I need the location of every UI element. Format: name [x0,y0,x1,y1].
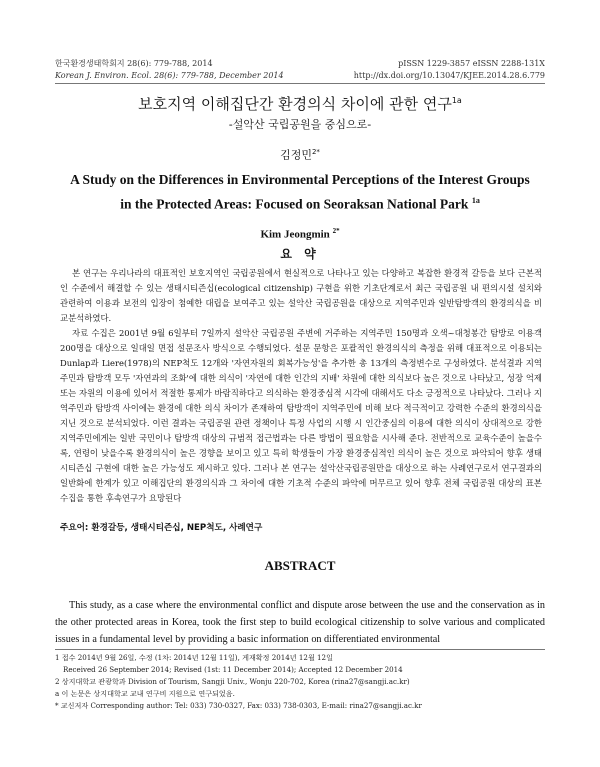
abstract-korean-heading: 요 약 [280,247,320,261]
author-korean-name: 김정민 [280,148,312,162]
title-english-line2-text: in the Protected Areas: Focused on Seoraksan National Park [120,196,469,212]
issn-line: pISSN 1229-3857 eISSN 2288-131X [398,59,545,68]
title-english-line1: A Study on the Differences in Environmental Perceptions of the Interest Groups [70,172,530,187]
footnote-received-en: Received 26 September 2014; Revised (1st: 11 December 2014); Accepted 12 December 2014 [63,665,403,674]
abstract-korean-paragraph-2: 자료 수집은 2001년 9월 6일부터 7일까지 설악산 국립공원 주변에 거주하는 지역주민 150명과 오색~대청봉간 탐방로 이용객 200명을 대상으로 일대일 면접 설문조사 방식으로 수행되었다. 설문 문항은 포괄적인 환경의식의 측정을 위해 대표적으로 이용되는 Dunlap과 Liere(1978)의 NEP척도 12개와 '자연자원의 회복가능성'을 추가한 총 13개의 측정변수로 구성하였다. 분석결과 지역주민과 탐방객 모두 '자연과의 조화'에 대한 의식이 '자연에 대한 인간의 지배' 차원에 대한 의식보다 높은 것으로 나타났고, 성장 억제 또는 자원의 이용에 있어서 적절한 통제가 바람직하다고 의식하는 환경중심적 시각에 대해서도 다소 긍정적으로 나타났다. 그러나 지역주민과 탐방객 사이에는 환경에 대한 의식 차이가 존재하여 탐방객이 지역주민에 비해 보다 적극적이고 강력한 수준의 환경의식을 지닌 것으로 분석되었다. 이런 결과는 국립공원 관련 정책이나 특정 사업의 시행 시 인간중심의 이용에 대한 의식이 상대적으로 강한 지역주민에게는 일반 국민이나 탐방객 대상의 규범적 접근법과는 다른 방법이 필요함을 시사해 준다. 전반적으로 교육수준이 높을수록, 연령이 낮을수록 환경의식이 높은 경향을 보이고 있고 특히 학생들이 가장 환경중심적인 의식이 높은 것으로 파악되어 향후 생태시티즌십 구현에 대한 높은 가능성도 제시하고 있다. 그러나 본 연구는 설악산국립공원만을 대상으로 하는 사례연구로서 연구결과의 일반화에 한계가 있고 이해집단의 환경의식과 그 차이에 대한 기초적 수준의 파악에 머무르고 있어 향후 전체 국립공원 대상의 표본 수집을 통한 후속연구가 요망된다 [60,328,542,503]
footnotes [55,652,550,712]
footnote-received-ko: 1 접수 2014년 9월 26일, 수정 (1차: 2014년 12월 11일), 게재확정 2014년 12월 12일 [55,653,333,662]
author-english [0,224,600,242]
abstract-english-paragraph: This study, as a case where the environmental conflict and dispute arose between the use and the conservation as in the other protected areas in Korea, took the first step to build ecological citizenship to solve various and complicated issues in a fundamental level by providing a basic information on differentiated environmental [55,600,545,645]
footnote-corresponding-author: * 교신저자 Corresponding author: Tel: 033) 730-0327, Fax: 033) 738-0303, E-mail: rina27@sangji.ac.kr [55,701,422,710]
abstract-korean-body [60,266,542,506]
keywords-korean: 주요어: 환경갈등, 생태시티즌십, NEP척도, 사례연구 [60,523,263,533]
header-divider [55,83,545,84]
abstract-english-body [55,597,545,648]
title-korean [0,91,600,114]
footnote-divider [55,649,545,650]
journal-citation-ko [55,58,284,82]
title-english-line2 [40,192,560,214]
title-english-footnote-mark: 1a [471,196,480,205]
title-korean-footnote-mark: 1a [451,96,462,105]
doi-link[interactable]: http://dx.doi.org/10.13047/KJEE.2014.28.6.779 [353,71,545,80]
title-korean-text: 보호지역 이해집단간 환경의식 차이에 관한 연구 [138,95,452,113]
footnote-affiliation: 2 상지대학교 관광학과 Division of Tourism, Sangji Univ., Wonju 220-702, Korea (rina27@sangji.ac.kr) [55,677,410,686]
journal-identifiers [354,58,545,82]
abstract-korean-paragraph-1: 본 연구는 우리나라의 대표적인 보호지역인 국립공원에서 현실적으로 나타나고 있는 다양하고 복잡한 환경적 갈등을 보다 근본적인 수준에서 해결할 수 있는 생태시티즌십(ecological citizenship) 구현을 위한 기초단계로서 최근 국립공원 내 편의시설 설치와 관련하여 이용과 보전의 입장이 첨예한 대립을 보여주고 있는 설악산 국립공원을 대상으로 지역주민과 일반탐방객의 환경의식을 비교분석하였다. [60,268,542,323]
author-korean-footnote-mark: 2* [311,148,320,156]
abstract-english-heading: ABSTRACT [264,558,336,573]
author-english-name: Kim Jeongmin [260,228,330,241]
journal-name-ko: 한국환경생태학회지 28(6): 779-788, 2014 [55,59,213,68]
author-english-footnote-mark: 2* [332,227,340,235]
footnote-funding: a 이 논문은 상지대학교 교내 연구비 지원으로 연구되었음. [55,689,235,698]
journal-name-en: Korean J. Environ. Ecol. 28(6): 779-788, December 2014 [55,71,284,80]
subtitle-korean: -설악산 국립공원을 중심으로- [228,118,372,131]
author-korean [0,145,600,163]
